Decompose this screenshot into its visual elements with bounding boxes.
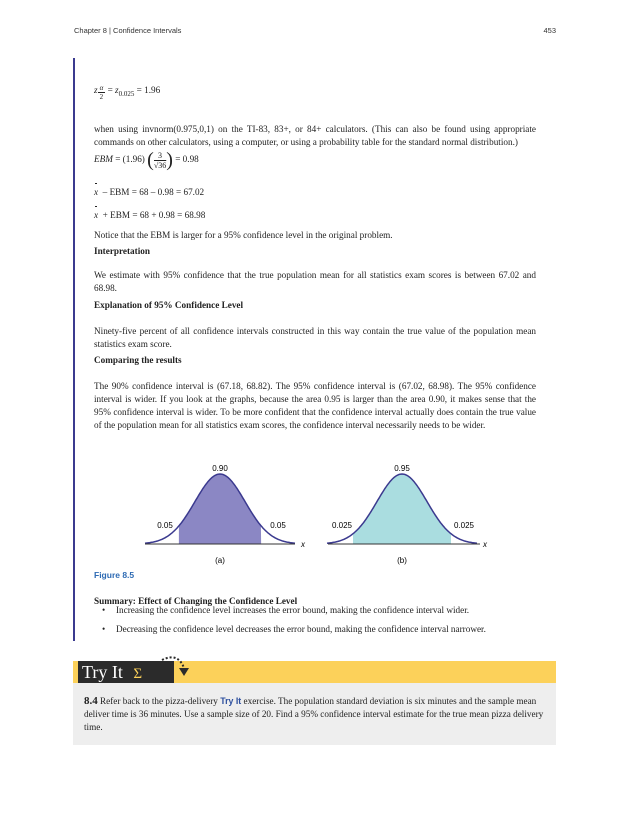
panel-b-right-tail-label: 0.025 xyxy=(453,521,475,530)
try-it-link[interactable]: Try It xyxy=(220,696,242,706)
try-it-title: Try It xyxy=(82,662,123,682)
panel-b-center-label: 0.95 xyxy=(394,464,410,473)
try-it-exercise xyxy=(84,695,546,734)
summary-item: • Increasing the confidence level increases the error bound, making the confidence interval wider. xyxy=(116,604,556,617)
sigma-icon: Σ xyxy=(133,666,143,682)
interpretation-paragraph: We estimate with 95% confidence that the true population mean for all statistics exam scores is between 67.02 and 68.98. xyxy=(94,270,536,293)
panel-a-sub-label: (a) xyxy=(215,556,225,565)
upper-bound-equation: x + EBM = 68 + 0.98 = 68.98 xyxy=(94,210,206,220)
panel-a-left-tail-label: 0.05 xyxy=(157,521,173,530)
panel-b-center-area xyxy=(353,474,451,544)
ebm-denominator: 36 xyxy=(158,160,167,170)
explanation-paragraph: Ninety-five percent of all confidence intervals constructed in this way contain the true value of the population mean statistics exam score. xyxy=(94,326,536,349)
summary-list xyxy=(94,604,556,642)
ebm-result: = 0.98 xyxy=(175,154,199,165)
panel-a-right-tail-label: 0.05 xyxy=(270,521,286,530)
ebm-numerator: 3 xyxy=(154,151,166,161)
panel-a-center-label: 0.90 xyxy=(212,464,228,473)
exercise-text-after: exercise. The population standard deviation is six minutes and the sample mean deliver time is 36 minutes. Use a sample size of 20. Find a 95% confidence interval estimate for the true mean pizza delivery time. xyxy=(84,696,544,732)
ebm-equation: EBM = (1.96) ( $\frac{3}{√36}$ ) = 0.98 xyxy=(94,149,199,171)
panel-a-axis-label: x xyxy=(301,540,305,549)
summary-heading: Summary: Effect of Changing the Confidence Level xyxy=(94,596,298,606)
panel-a xyxy=(145,464,306,565)
panel-b-left-tail-label: 0.025 xyxy=(331,521,353,530)
comparing-heading: Comparing the results xyxy=(94,355,182,365)
panel-b-sub-label: (b) xyxy=(397,556,407,565)
upper-bound-text: + EBM = 68 + 0.98 = 68.98 xyxy=(102,210,206,220)
interpretation-heading: Interpretation xyxy=(94,246,150,256)
explanation-heading: Explanation of 95% Confidence Level xyxy=(94,300,244,310)
exercise-text-before: Refer back to the pizza-delivery xyxy=(100,696,218,706)
ebm-multiplier: = (1.96) xyxy=(115,154,145,165)
z-equation: z $\frac{\alpha}{2}$ = $z_{0.025} = 1.96$ xyxy=(94,84,161,101)
panel-b-axis-label: x xyxy=(483,540,487,549)
z-value: = 1.96 xyxy=(136,85,161,95)
dotted-arrow-icon xyxy=(160,654,192,682)
invnorm-paragraph: when using invnorm(0.975,0,1) on the TI-83, 83+, or 84+ calculators. (This can also be found using appropriate commands on other calculators, using a computer, or using a probability table for the standard normal distribution.) xyxy=(94,124,536,147)
exercise-number: 8.4 xyxy=(84,695,98,707)
confidence-figure xyxy=(140,455,500,570)
ebm-label: EBM xyxy=(94,154,113,165)
lower-bound-text: – EBM = 68 – 0.98 = 67.02 xyxy=(102,187,205,197)
figure-caption: Figure 8.5 xyxy=(94,570,135,580)
comparing-paragraph: The 90% confidence interval is (67.18, 68.82). The 95% confidence interval is (67.02, 68.98). The 95% confidence interval is wider. If you look at the graphs, because the area 0.95 is larger than the area 0.90, it makes sense that the 95% confidence interval is wider. To be more confident that the confidence interval actually does contain the true value of the population mean for all statistics exam scores, the confidence interval necessarily needs to be wider. xyxy=(94,381,536,430)
summary-item: • Decreasing the confidence level decreases the error bound, making the confidence interval narrower. xyxy=(116,623,556,636)
panel-b xyxy=(327,464,488,565)
page-number: 453 xyxy=(543,26,556,35)
lower-bound-equation: x – EBM = 68 – 0.98 = 67.02 xyxy=(94,187,205,197)
notice-paragraph: Notice that the EBM is larger for a 95% confidence level in the original problem. xyxy=(94,230,393,240)
example-sidebar-line xyxy=(73,58,75,641)
chapter-header: Chapter 8 | Confidence Intervals xyxy=(74,26,182,35)
